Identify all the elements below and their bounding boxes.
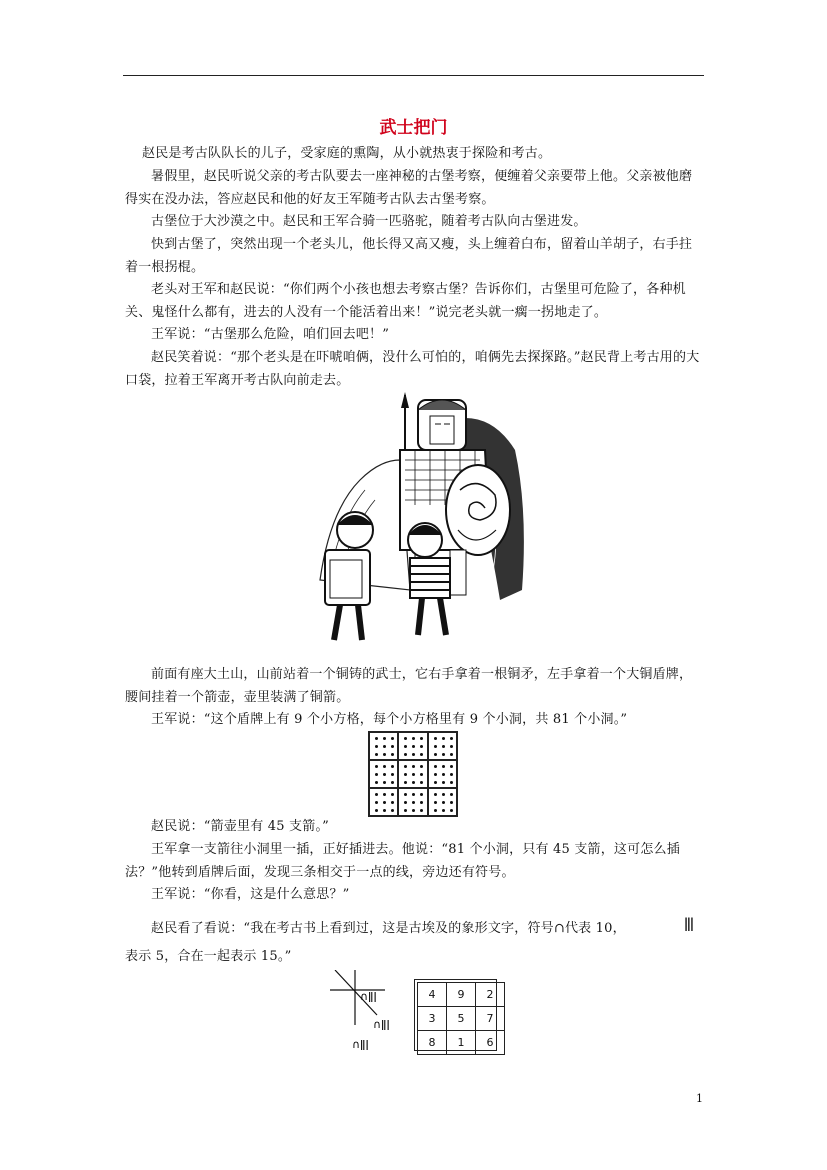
shield-hole [442,737,445,740]
shield-hole [450,745,453,748]
shield-hole [450,773,453,776]
shield-hole [383,745,386,748]
shield-hole [375,765,378,768]
shield-hole [450,737,453,740]
shield-hole [450,781,453,784]
shield-hole [420,793,423,796]
shield-hole [412,753,415,756]
shield-hole [404,773,407,776]
shield-square [428,760,457,788]
shield-hole [442,781,445,784]
shield-hole [404,737,407,740]
header-rule [123,75,704,76]
paragraph-10: 赵民说：“箭壶里有 45 支箭。” [151,819,329,834]
shield-hole [434,801,437,804]
shield-hole [412,781,415,784]
shield-hole [442,753,445,756]
shield-square [398,788,427,816]
shield-hole [442,793,445,796]
shield-hole [450,793,453,796]
shield-square [398,732,427,760]
five-symbol: ǁǀ [684,916,694,932]
shield-square [398,760,427,788]
shield-hole [434,745,437,748]
shield-hole [391,809,394,812]
shield-square [369,732,398,760]
shield-hole [383,801,386,804]
magic-cell: 2 [476,983,505,1007]
shield-hole [383,737,386,740]
shield-hole [404,809,407,812]
shield-square [428,732,457,760]
shield-hole [375,809,378,812]
shield-hole [420,801,423,804]
magic-cell: 5 [447,1007,476,1031]
shield-hole [442,809,445,812]
paragraph-12: 王军说：“你看，这是什么意思？” [151,887,350,902]
shield-hole [420,753,423,756]
shield-hole [420,781,423,784]
shield-hole [383,809,386,812]
shield-hole [434,793,437,796]
shield-hole [450,801,453,804]
magic-cell: 7 [476,1007,505,1031]
shield-hole [412,737,415,740]
shield-hole [375,745,378,748]
shield-hole [450,765,453,768]
shield-hole [375,801,378,804]
magic-cell: 6 [476,1031,505,1055]
magic-cell: 3 [418,1007,447,1031]
shield-hole [420,773,423,776]
shield-hole [383,793,386,796]
shield-hole [383,773,386,776]
shield-hole [383,765,386,768]
shield-hole-grid [368,731,458,817]
shield-hole [391,737,394,740]
shield-hole [450,809,453,812]
paragraph-8: 前面有座大土山，山前站着一个铜铸的武士，它右手拿着一根铜矛，左手拿着一个大铜盾牌，腰间挂着一个箭壶，壶里装满了铜箭。 [125,667,693,705]
intersecting-lines-diagram [325,970,415,1055]
shield-hole [442,745,445,748]
shield-hole [391,765,394,768]
magic-cell: 4 [418,983,447,1007]
shield-hole [420,745,423,748]
svg-text:∩ǁǀ: ∩ǁǀ [352,1038,369,1051]
paragraph-2: 暑假里，赵民听说父亲的考古队要去一座神秘的古堡考察，便缠着父亲要带上他。父亲被他磨得实在没办法，答应赵民和他的好友王军随考古队去古堡考察。 [125,169,693,207]
shield-hole [375,793,378,796]
shield-hole [434,737,437,740]
shield-square [369,760,398,788]
shield-hole [412,773,415,776]
shield-hole [375,781,378,784]
shield-hole [391,753,394,756]
shield-hole [434,773,437,776]
shield-hole [404,765,407,768]
magic-cell: 1 [447,1031,476,1055]
shield-hole [404,793,407,796]
shield-hole [412,801,415,804]
shield-hole [412,809,415,812]
shield-hole [434,765,437,768]
shield-hole [404,781,407,784]
shield-hole [375,773,378,776]
shield-square [428,788,457,816]
shield-hole [434,781,437,784]
shield-hole [404,745,407,748]
magic-cell: 8 [418,1031,447,1055]
shield-hole [391,781,394,784]
paragraph-3: 古堡位于大沙漠之中。赵民和王军合骑一匹骆驼，随着考古队向古堡进发。 [151,214,587,229]
paragraph-11: 王军拿一支箭往小洞里一插，正好插进去。他说：“81 个小洞，只有 45 支箭，这可怎么插法？”他转到盾牌后面，发现三条相交于一点的线，旁边还有符号。 [125,842,680,880]
table-row [418,1031,505,1055]
paragraph-4: 快到古堡了，突然出现一个老头儿，他长得又高又瘦，头上缠着白布，留着山羊胡子，右手拄着一根拐棍。 [125,237,693,275]
shield-hole [450,753,453,756]
shield-hole [404,801,407,804]
shield-hole [420,765,423,768]
shield-hole [404,753,407,756]
shield-hole [412,793,415,796]
shield-hole [412,765,415,768]
warrior-illustration [300,390,530,650]
svg-text:∩ǁǀ: ∩ǁǀ [373,1018,390,1031]
page-number: 1 [696,1092,703,1105]
page-title: 武士把门 [379,118,448,138]
paragraph-14: 表示 5，合在一起表示 15。” [125,949,292,964]
shield-hole [412,745,415,748]
shield-hole [434,809,437,812]
shield-hole [375,753,378,756]
shield-hole [391,745,394,748]
magic-square [417,982,505,1055]
shield-hole [391,773,394,776]
table-row [418,983,505,1007]
shield-hole [375,737,378,740]
paragraph-1: 赵民是考古队队长的儿子，受家庭的熏陶，从小就热衷于探险和考古。 [142,146,552,161]
shield-hole [420,809,423,812]
table-row [418,1007,505,1031]
paragraph-9: 王军说：“这个盾牌上有 9 个小方格，每个小方格里有 9 个小洞，共 81 个小洞。” [151,712,628,727]
shield-hole [434,753,437,756]
paragraph-13: 赵民看了看说：“我在考古书上看到过，这是古埃及的象形文字，符号∩代表 10， [151,921,626,936]
shield-hole [442,801,445,804]
shield-hole [383,781,386,784]
shield-hole [442,773,445,776]
shield-hole [420,737,423,740]
svg-text:∩ǁǀ: ∩ǁǀ [360,990,377,1003]
shield-hole [383,753,386,756]
paragraph-7: 赵民笑着说：“那个老头是在吓唬咱俩，没什么可怕的，咱俩先去探探路。”赵民背上考古用的大口袋，拉着王军离开考古队向前走去。 [125,350,700,388]
paragraph-6: 王军说：“古堡那么危险，咱们回去吧！” [151,327,390,342]
shield-square [369,788,398,816]
paragraph-5: 老头对王军和赵民说：“你们两个小孩也想去考察古堡？告诉你们，古堡里可危险了，各种机关、鬼怪什么都有，进去的人没有一个能活着出来！”说完老头就一瘸一拐地走了。 [125,282,686,320]
shield-hole [391,793,394,796]
magic-cell: 9 [447,983,476,1007]
shield-hole [442,765,445,768]
shield-hole [391,801,394,804]
